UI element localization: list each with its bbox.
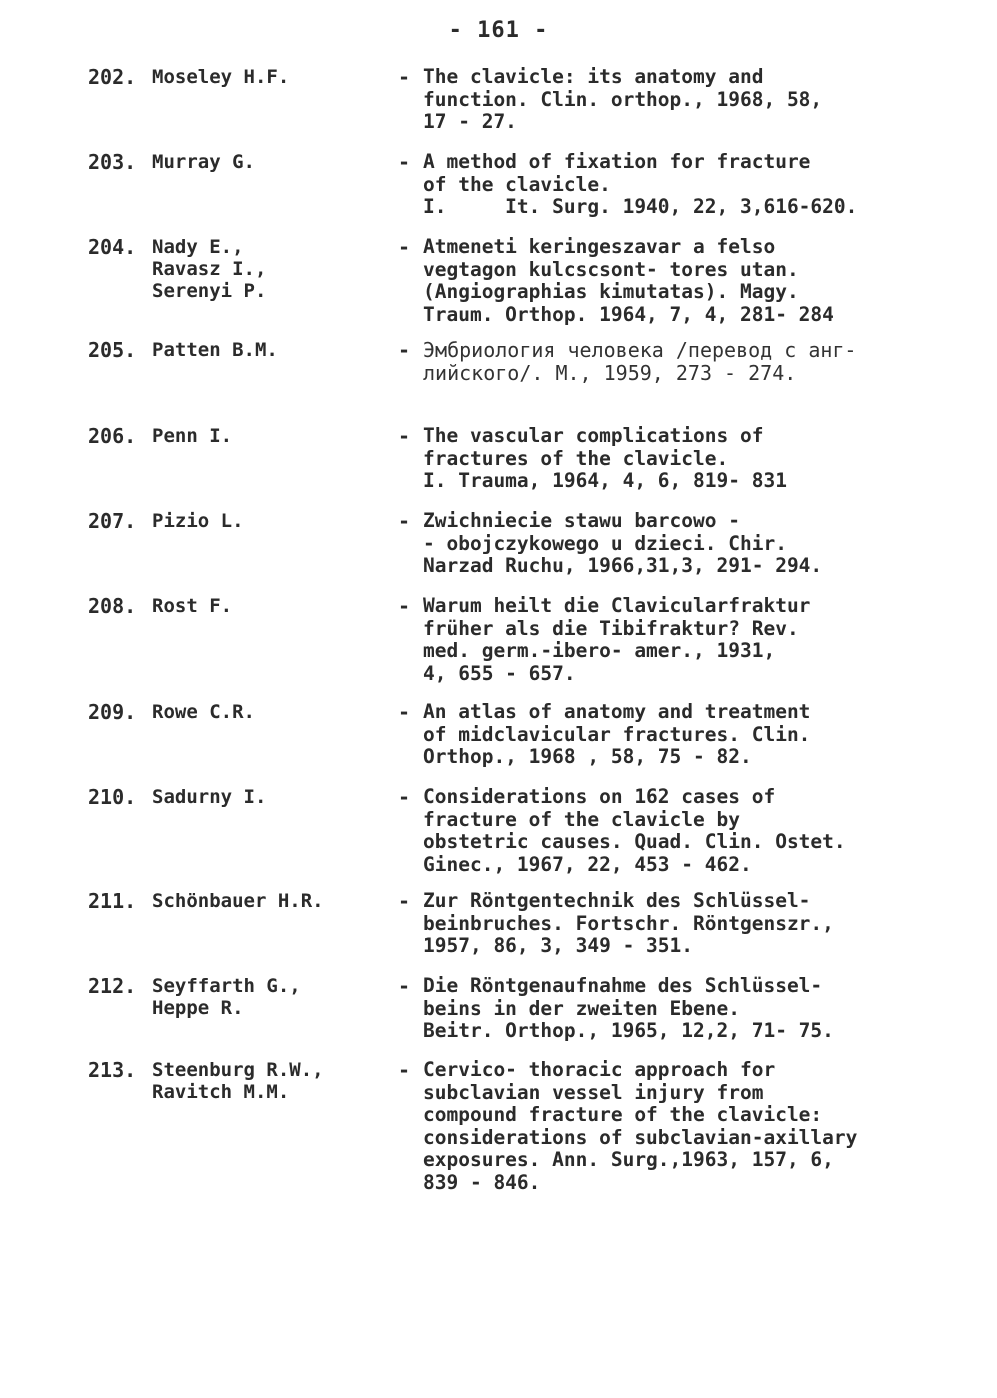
entry-number: 206.: [88, 424, 137, 448]
entry-number: 205.: [88, 338, 137, 362]
entry-citation: Warum heilt die Clavicularfraktur früher als die Tibifraktur? Rev. med. germ.-ibero- amer., 1931, 4, 655 - 657.: [423, 594, 811, 685]
entry-citation: Considerations on 162 cases of fracture of the clavicle by obstetric causes. Quad. Clin. Ostet. Ginec., 1967, 22, 453 - 462.: [423, 785, 846, 876]
entry-dash: -: [398, 785, 411, 809]
entry-author: Patten B.M.: [152, 339, 278, 361]
entry-citation: The clavicle: its anatomy and function. Clin. orthop., 1968, 58, 17 - 27.: [423, 65, 823, 133]
entry-author: Rowe C.R.: [152, 701, 255, 723]
entry-citation: Cervico- thoracic approach for subclavian vessel injury from compound fracture of the clavicle: considerations of subclavian-axillary exposures. Ann. Surg.,1963, 157, 6, 839 - 846.: [423, 1058, 858, 1194]
entry-citation: Zur Röntgentechnik des Schlüssel- beinbruches. Fortschr. Röntgenszr., 1957, 86, 3, 349 - 351.: [423, 889, 834, 957]
entry-author: Nady E., Ravasz I., Serenyi P.: [152, 236, 267, 302]
entry-number: 204.: [88, 235, 137, 259]
entry-dash: -: [398, 1058, 411, 1082]
entry-dash: -: [398, 150, 411, 174]
entry-author: Moseley H.F.: [152, 66, 290, 88]
entry-author: Penn I.: [152, 425, 233, 447]
entry-number: 208.: [88, 594, 137, 618]
entry-number: 202.: [88, 65, 137, 89]
entry-citation: Atmeneti keringeszavar a felso vegtagon kulcscsont- tores utan. (Angiographias kimutatas). Magy. Traum. Orthop. 1964, 7, 4, 281- 284: [423, 235, 834, 326]
entry-author: Steenburg R.W., Ravitch M.M.: [152, 1059, 324, 1103]
entry-dash: -: [398, 974, 411, 998]
entry-dash: -: [398, 235, 411, 259]
entry-dash: -: [398, 424, 411, 448]
entry-number: 203.: [88, 150, 137, 174]
entry-citation: A method of fixation for fracture of the clavicle. I. It. Surg. 1940, 22, 3,616-620.: [423, 150, 858, 218]
entry-number: 212.: [88, 974, 137, 998]
entry-dash: -: [398, 509, 411, 533]
entry-dash: -: [398, 700, 411, 724]
entry-dash: -: [398, 889, 411, 913]
page-number: - 161 -: [448, 18, 549, 43]
entry-citation: An atlas of anatomy and treatment of midclavicular fractures. Clin. Orthop., 1968 , 58, 75 - 82.: [423, 700, 811, 768]
entry-citation: The vascular complications of fractures of the clavicle. I. Trauma, 1964, 4, 6, 819- 831: [423, 424, 787, 492]
entry-author: Rost F.: [152, 595, 233, 617]
entry-dash: -: [398, 594, 411, 618]
entry-author: Sadurny I.: [152, 786, 267, 808]
entry-author: Seyffarth G., Heppe R.: [152, 975, 301, 1019]
entry-author: Murray G.: [152, 151, 255, 173]
entry-number: 211.: [88, 889, 137, 913]
entry-citation: Эмбриология человека /перевод с анг- лийского/. М., 1959, 273 - 274.: [423, 338, 857, 385]
entry-dash: -: [398, 338, 411, 362]
entry-number: 207.: [88, 509, 137, 533]
entry-citation: Die Röntgenaufnahme des Schlüssel- beins in der zweiten Ebene. Beitr. Orthop., 1965, 12,2, 71- 75.: [423, 974, 834, 1042]
entry-citation: Zwichniecie stawu barcowo - - obojczykowego u dzieci. Chir. Narzad Ruchu, 1966,31,3, 291- 294.: [423, 509, 823, 577]
entry-number: 210.: [88, 785, 137, 809]
entry-number: 209.: [88, 700, 137, 724]
entry-number: 213.: [88, 1058, 137, 1082]
entry-author: Schönbauer H.R.: [152, 890, 324, 912]
entry-author: Pizio L.: [152, 510, 244, 532]
entry-dash: -: [398, 65, 411, 89]
